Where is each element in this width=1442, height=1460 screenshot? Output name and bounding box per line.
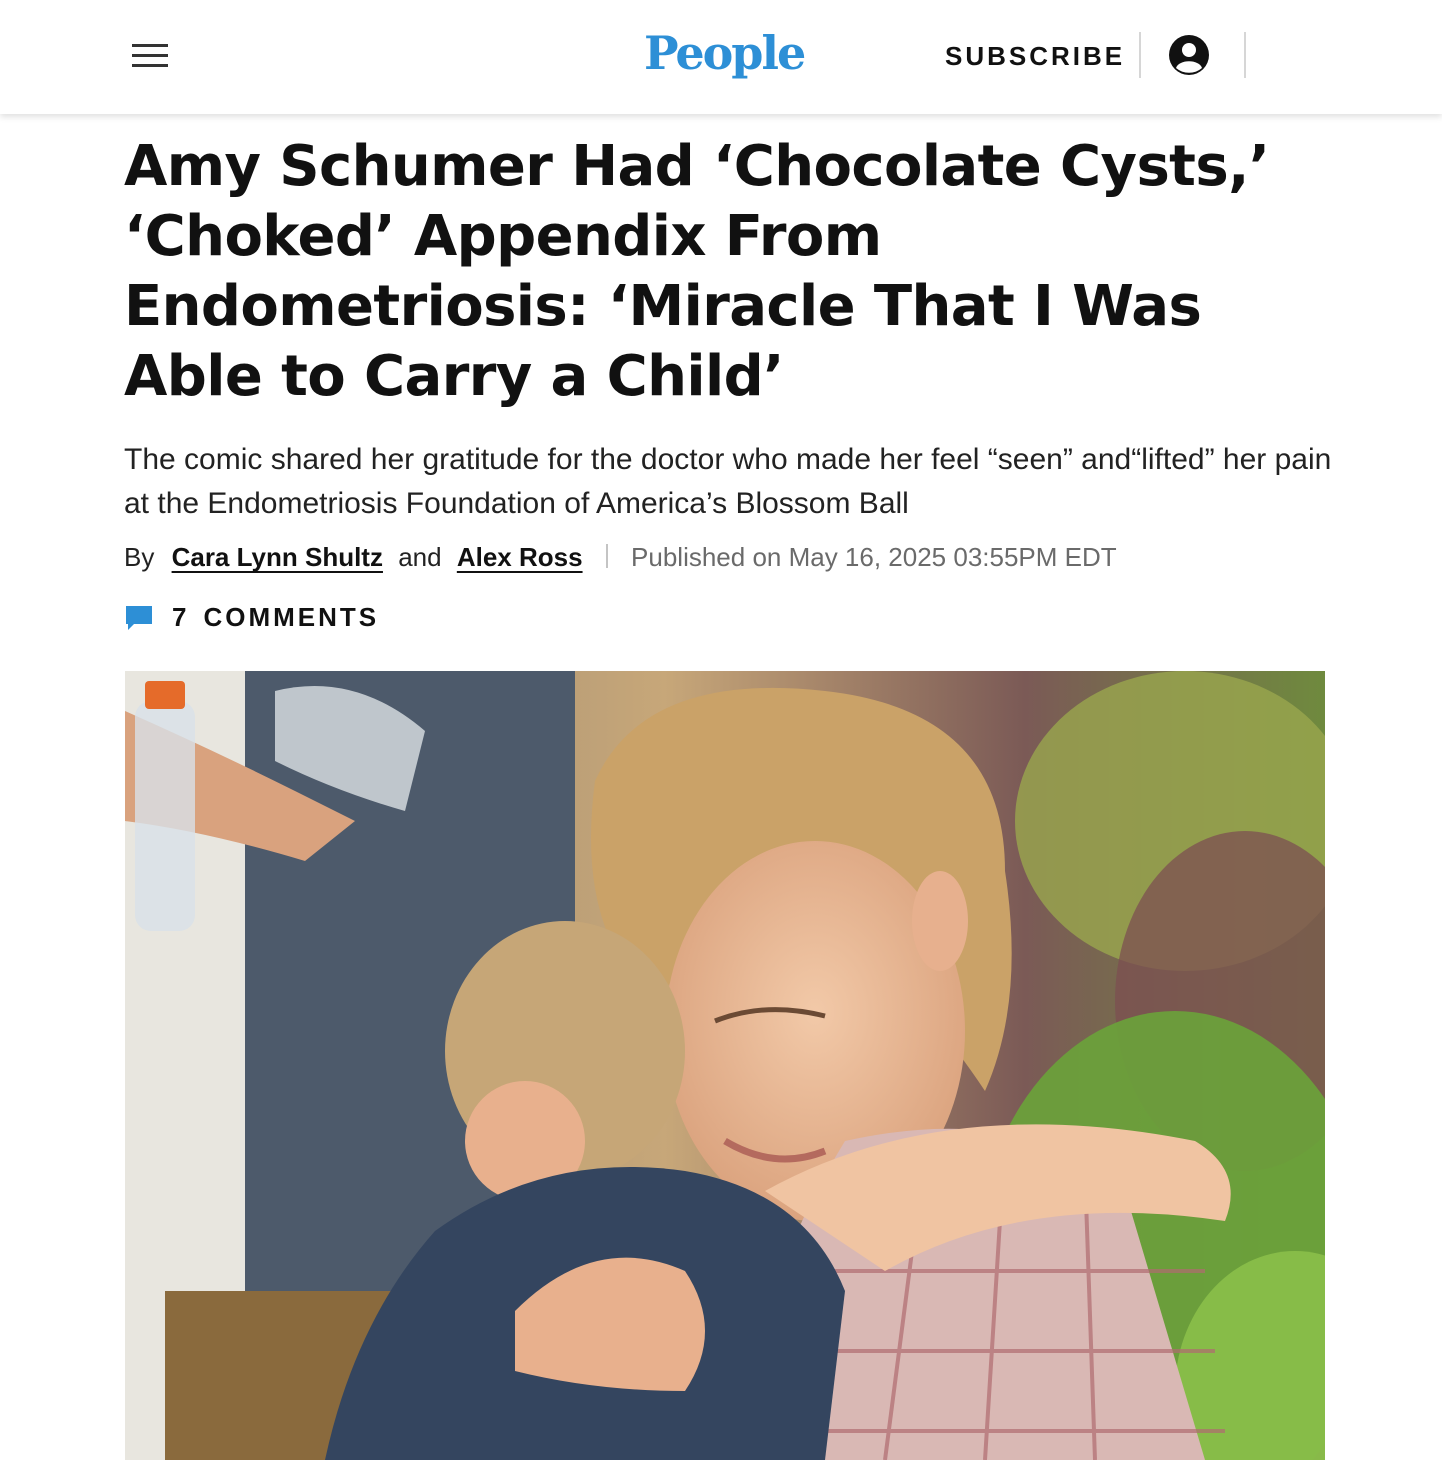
comments-link[interactable] xyxy=(124,602,1334,633)
people-logo[interactable] xyxy=(644,18,805,88)
author-link-alex-ross[interactable]: Alex Ross xyxy=(456,542,583,572)
article-dek: The comic shared her gratitude for the doctor who made her feel “seen” and“lifted” her pain at the Endometriosis Foundation of America’s Blossom Ball xyxy=(124,443,1332,520)
article-header xyxy=(124,132,1334,633)
byline-conjunction: and xyxy=(398,542,442,572)
logo-text: People xyxy=(644,26,805,80)
byline xyxy=(124,540,1334,574)
comment-count: 7 xyxy=(172,602,190,632)
hero-photo xyxy=(125,671,1325,1460)
header-divider xyxy=(1244,32,1246,78)
hero-photo-illustration xyxy=(125,671,1325,1460)
user-account-icon[interactable] xyxy=(1168,34,1210,76)
site-header xyxy=(0,0,1442,114)
published-date: Published on May 16, 2025 03:55PM EDT xyxy=(631,542,1117,572)
comment-bubble-icon xyxy=(124,604,154,632)
byline-prefix: By xyxy=(124,542,155,572)
author-link-cara-lynn-shultz[interactable]: Cara Lynn Shultz xyxy=(171,542,383,572)
article-headline: Amy Schumer Had ‘Chocolate Cysts,’ ‘Choked’ Appendix From Endometriosis: ‘Miracle That I Was Able to Carry a Child’ xyxy=(124,134,1270,409)
header-divider xyxy=(1139,32,1141,78)
subscribe-button[interactable]: SUBSCRIBE xyxy=(945,41,1126,71)
menu-line xyxy=(132,64,168,67)
comments-label: COMMENTS xyxy=(203,602,380,632)
menu-line xyxy=(132,44,168,47)
menu-line xyxy=(132,54,168,57)
hamburger-menu-icon[interactable] xyxy=(130,40,170,70)
byline-divider xyxy=(606,544,608,568)
